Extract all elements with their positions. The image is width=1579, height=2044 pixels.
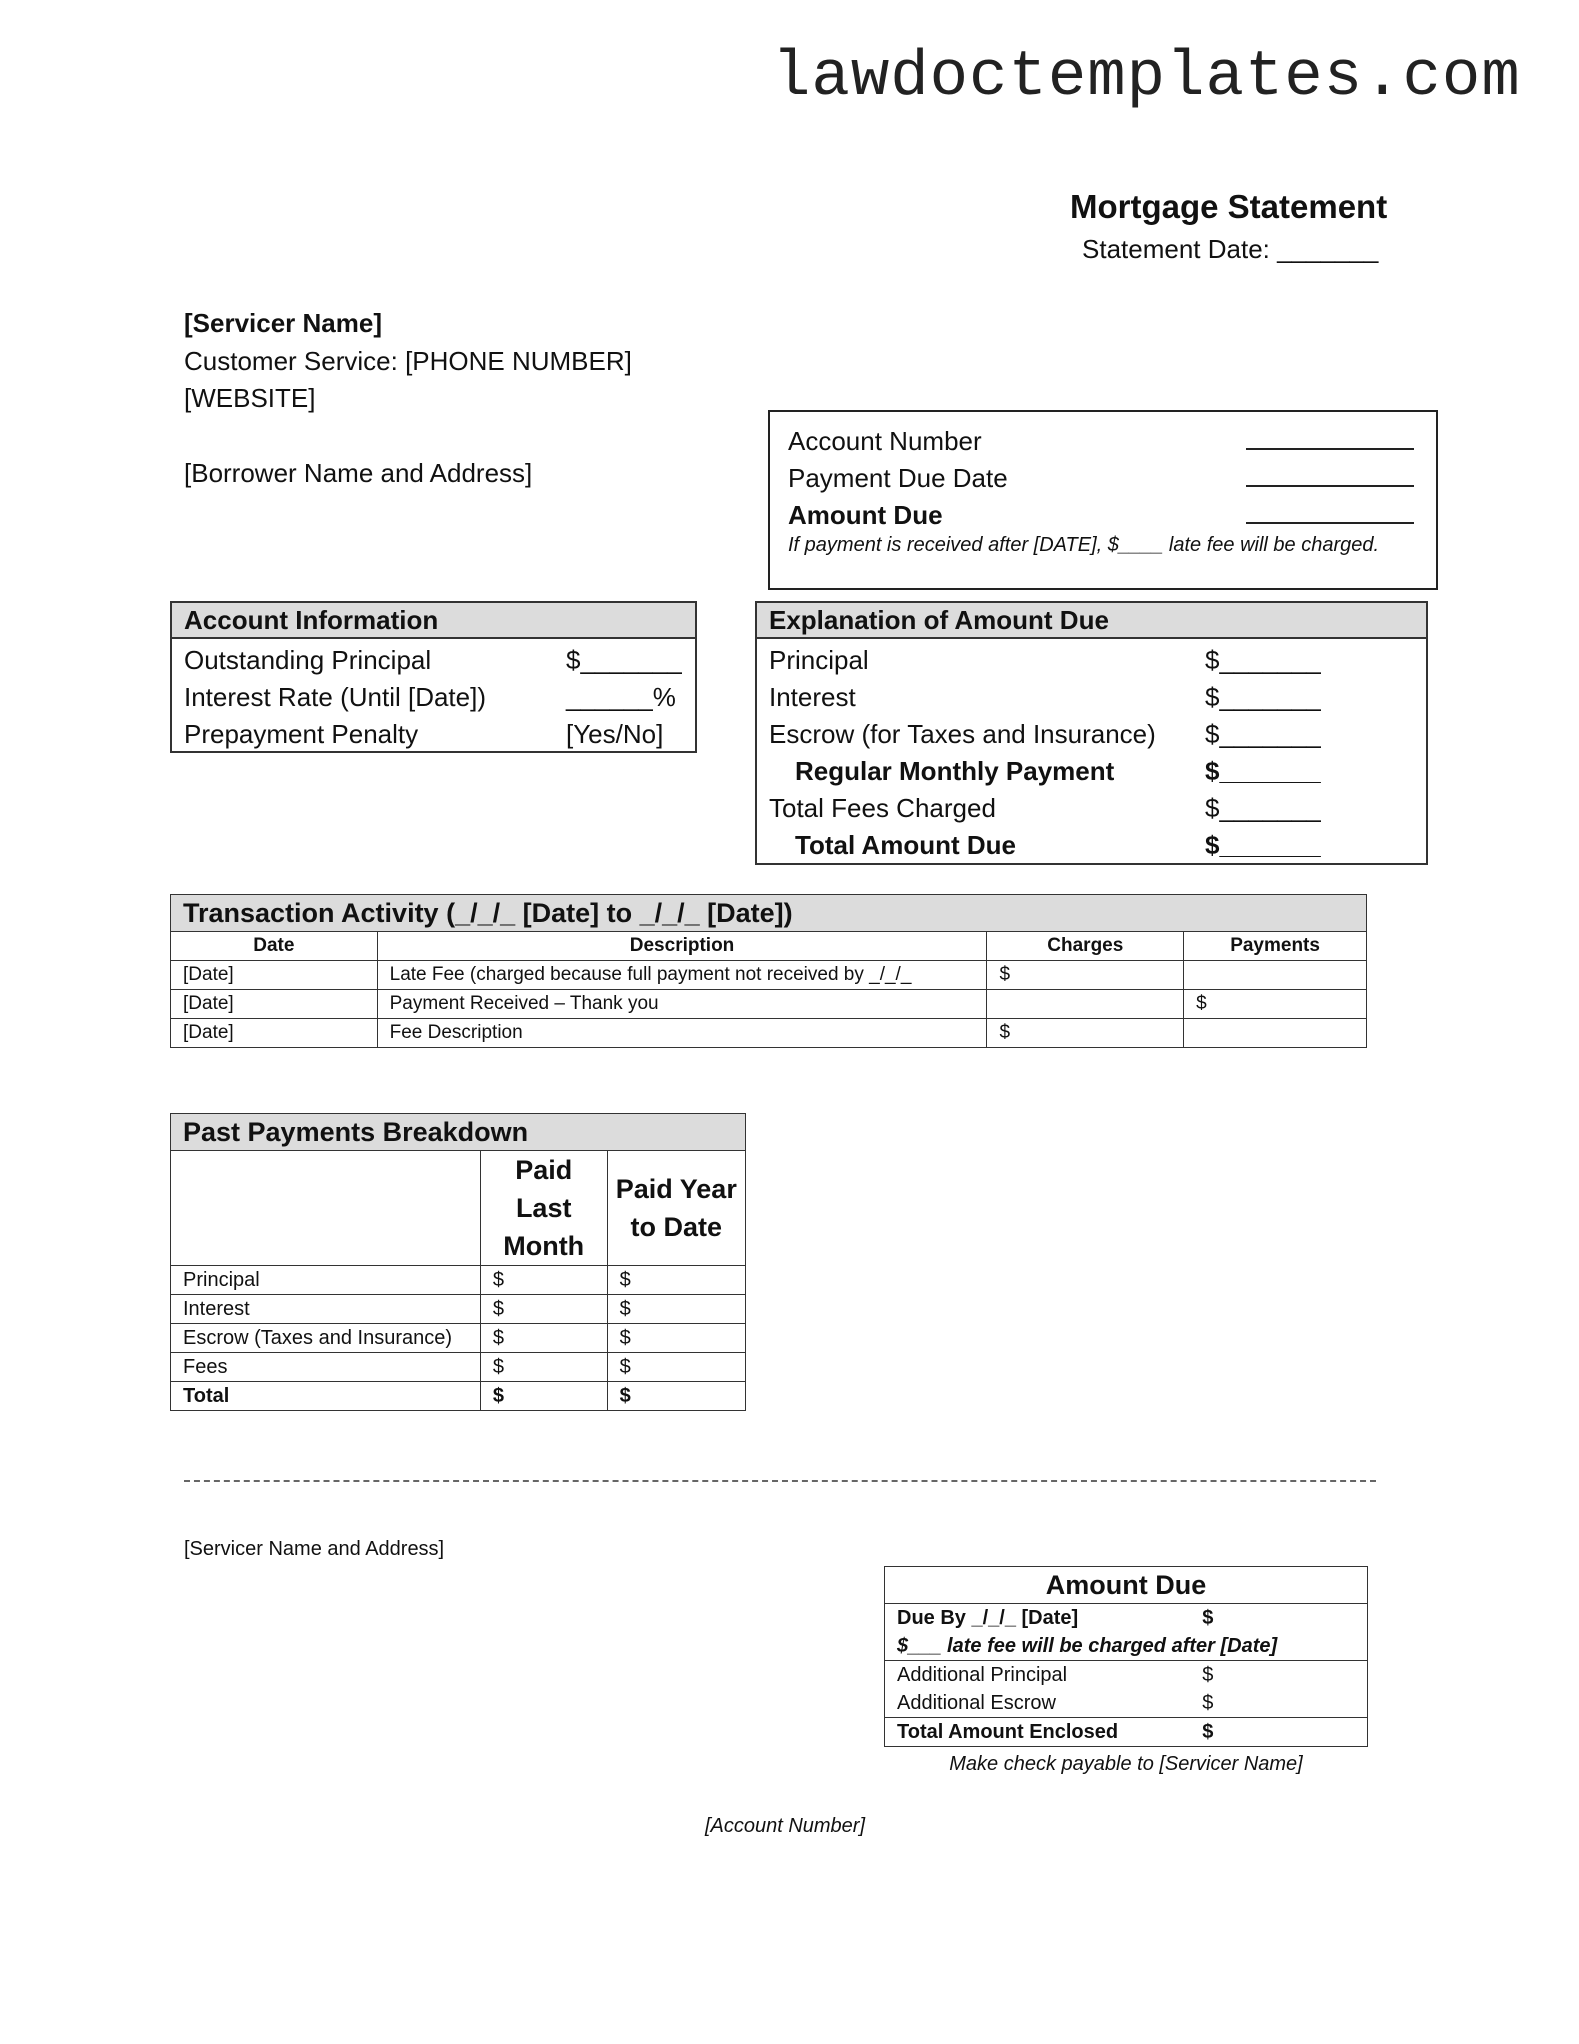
regular-monthly-payment-value: $_______: [1205, 756, 1321, 786]
table-header-row: [171, 1151, 746, 1266]
borrower-name-address: [Borrower Name and Address]: [184, 458, 533, 488]
table-row: [171, 961, 1367, 990]
due-by-label: Due By _/_/_ [Date]: [897, 1606, 1079, 1629]
account-information-box: [170, 601, 697, 753]
outstanding-principal-value: $_______: [566, 645, 682, 675]
interest-value: $_______: [1205, 682, 1321, 712]
interest-rate-label: Interest Rate (Until [Date]): [184, 682, 486, 712]
prepayment-penalty-value: [Yes/No]: [566, 719, 664, 749]
total-fees-label: Total Fees Charged: [769, 793, 996, 823]
row-label: Escrow (Taxes and Insurance): [171, 1324, 481, 1353]
column-header-payments: Payments: [1184, 932, 1367, 961]
coupon-amount-due-table: [884, 1566, 1368, 1747]
account-number-label: Account Number: [788, 426, 982, 456]
table-row: [885, 1604, 1368, 1633]
table-row: [885, 1718, 1368, 1747]
page-title: Mortgage Statement: [1070, 188, 1388, 225]
total-amount-due-label: Total Amount Due: [795, 830, 1016, 860]
escrow-label: Escrow (for Taxes and Insurance): [769, 719, 1156, 749]
table-row: [171, 1266, 746, 1295]
total-amount-due-value: $_______: [1205, 830, 1321, 860]
principal-value: $_______: [1205, 645, 1321, 675]
coupon-heading: Amount Due: [885, 1567, 1368, 1604]
past-payments-table: [170, 1113, 746, 1411]
cell-ytd: $: [607, 1382, 745, 1411]
cell-charges: $: [987, 1019, 1184, 1048]
column-header-description: Description: [377, 932, 987, 961]
account-number-row: [788, 426, 1414, 457]
cell-payments: [1184, 1019, 1367, 1048]
due-by-value: $: [1202, 1606, 1214, 1629]
table-row: [171, 1019, 1367, 1048]
cell-payments: $: [1184, 990, 1367, 1019]
account-information-heading: Account Information: [172, 603, 695, 639]
column-header-paid-ytd: Paid Year to Date: [607, 1151, 745, 1266]
interest-rate-value: ______%: [566, 682, 676, 712]
cell-date: [Date]: [171, 1019, 378, 1048]
additional-principal-label: Additional Principal: [897, 1663, 1068, 1686]
late-fee-note: If payment is received after [DATE], $____ late fee will be charged.: [788, 534, 1380, 556]
column-header-date: Date: [171, 932, 378, 961]
column-header-paid-last-month: Paid Last Month: [480, 1151, 607, 1266]
summary-box: [768, 410, 1438, 590]
cell-last-month: $: [480, 1266, 607, 1295]
explanation-box: [755, 601, 1428, 865]
table-row-total: [171, 1382, 746, 1411]
row-label: Total: [171, 1382, 481, 1411]
amount-due-blank: [1246, 500, 1414, 524]
cell-payments: [1184, 961, 1367, 990]
table-row: [171, 1295, 746, 1324]
prepayment-penalty-label: Prepayment Penalty: [184, 719, 419, 749]
payment-due-date-row: [788, 463, 1414, 494]
additional-escrow-label: Additional Escrow: [897, 1691, 1056, 1714]
additional-escrow-value: $: [1202, 1691, 1214, 1714]
row-label: Interest: [171, 1295, 481, 1324]
past-payments-heading: Past Payments Breakdown: [171, 1114, 746, 1151]
cell-ytd: $: [607, 1324, 745, 1353]
table-header-row: [171, 932, 1367, 961]
regular-monthly-payment-label: Regular Monthly Payment: [795, 756, 1115, 786]
website: [WEBSITE]: [184, 383, 316, 413]
cell-ytd: $: [607, 1266, 745, 1295]
amount-due-label: Amount Due: [788, 500, 943, 530]
additional-principal-value: $: [1202, 1663, 1214, 1686]
cell-last-month: $: [480, 1324, 607, 1353]
statement-date-label: Statement Date:: [1082, 234, 1270, 264]
transaction-activity-heading: Transaction Activity (_/_/_ [Date] to _/_/_ [Date]): [171, 895, 1367, 932]
coupon-late-fee-note: $___ late fee will be charged after [Date]: [897, 1634, 1278, 1657]
transaction-activity-table: [170, 894, 1367, 1048]
cell-date: [Date]: [171, 990, 378, 1019]
total-enclosed-label: Total Amount Enclosed: [897, 1720, 1119, 1743]
column-header-charges: Charges: [987, 932, 1184, 961]
statement-date-blank: _______: [1277, 234, 1379, 264]
cell-last-month: $: [480, 1295, 607, 1324]
tear-off-line: [184, 1480, 1376, 1482]
column-header-blank: [171, 1151, 481, 1266]
cell-description: Late Fee (charged because full payment not received by _/_/_: [377, 961, 987, 990]
table-row: [171, 990, 1367, 1019]
cell-last-month: $: [480, 1382, 607, 1411]
interest-label: Interest: [769, 682, 856, 712]
row-label: Principal: [171, 1266, 481, 1295]
row-label: Fees: [171, 1353, 481, 1382]
account-number-blank: [1246, 426, 1414, 450]
table-row: [885, 1632, 1368, 1661]
table-row: [885, 1689, 1368, 1718]
statement-date: [1082, 234, 1378, 265]
cell-description: Payment Received – Thank you: [377, 990, 987, 1019]
table-row: [171, 1353, 746, 1382]
coupon-account-number: [Account Number]: [704, 1815, 866, 1837]
cell-ytd: $: [607, 1295, 745, 1324]
principal-label: Principal: [769, 645, 869, 675]
coupon-servicer-address: [Servicer Name and Address]: [184, 1538, 445, 1560]
customer-service: Customer Service: [PHONE NUMBER]: [184, 346, 632, 376]
payment-due-date-blank: [1246, 463, 1414, 487]
watermark-text: lawdoctemplates.com: [772, 42, 1521, 114]
explanation-heading: Explanation of Amount Due: [757, 603, 1426, 639]
cell-ytd: $: [607, 1353, 745, 1382]
cell-charges: $: [987, 961, 1184, 990]
cell-date: [Date]: [171, 961, 378, 990]
cell-last-month: $: [480, 1353, 607, 1382]
total-fees-value: $_______: [1205, 793, 1321, 823]
total-enclosed-value: $: [1202, 1720, 1214, 1743]
cell-description: Fee Description: [377, 1019, 987, 1048]
escrow-value: $_______: [1205, 719, 1321, 749]
cell-charges: [987, 990, 1184, 1019]
table-row: [171, 1324, 746, 1353]
check-payable-note: Make check payable to [Servicer Name]: [949, 1753, 1303, 1775]
payment-due-date-label: Payment Due Date: [788, 463, 1008, 493]
outstanding-principal-label: Outstanding Principal: [184, 645, 432, 675]
table-row: [885, 1661, 1368, 1690]
servicer-name: [Servicer Name]: [184, 308, 382, 338]
amount-due-row: [788, 500, 1414, 531]
